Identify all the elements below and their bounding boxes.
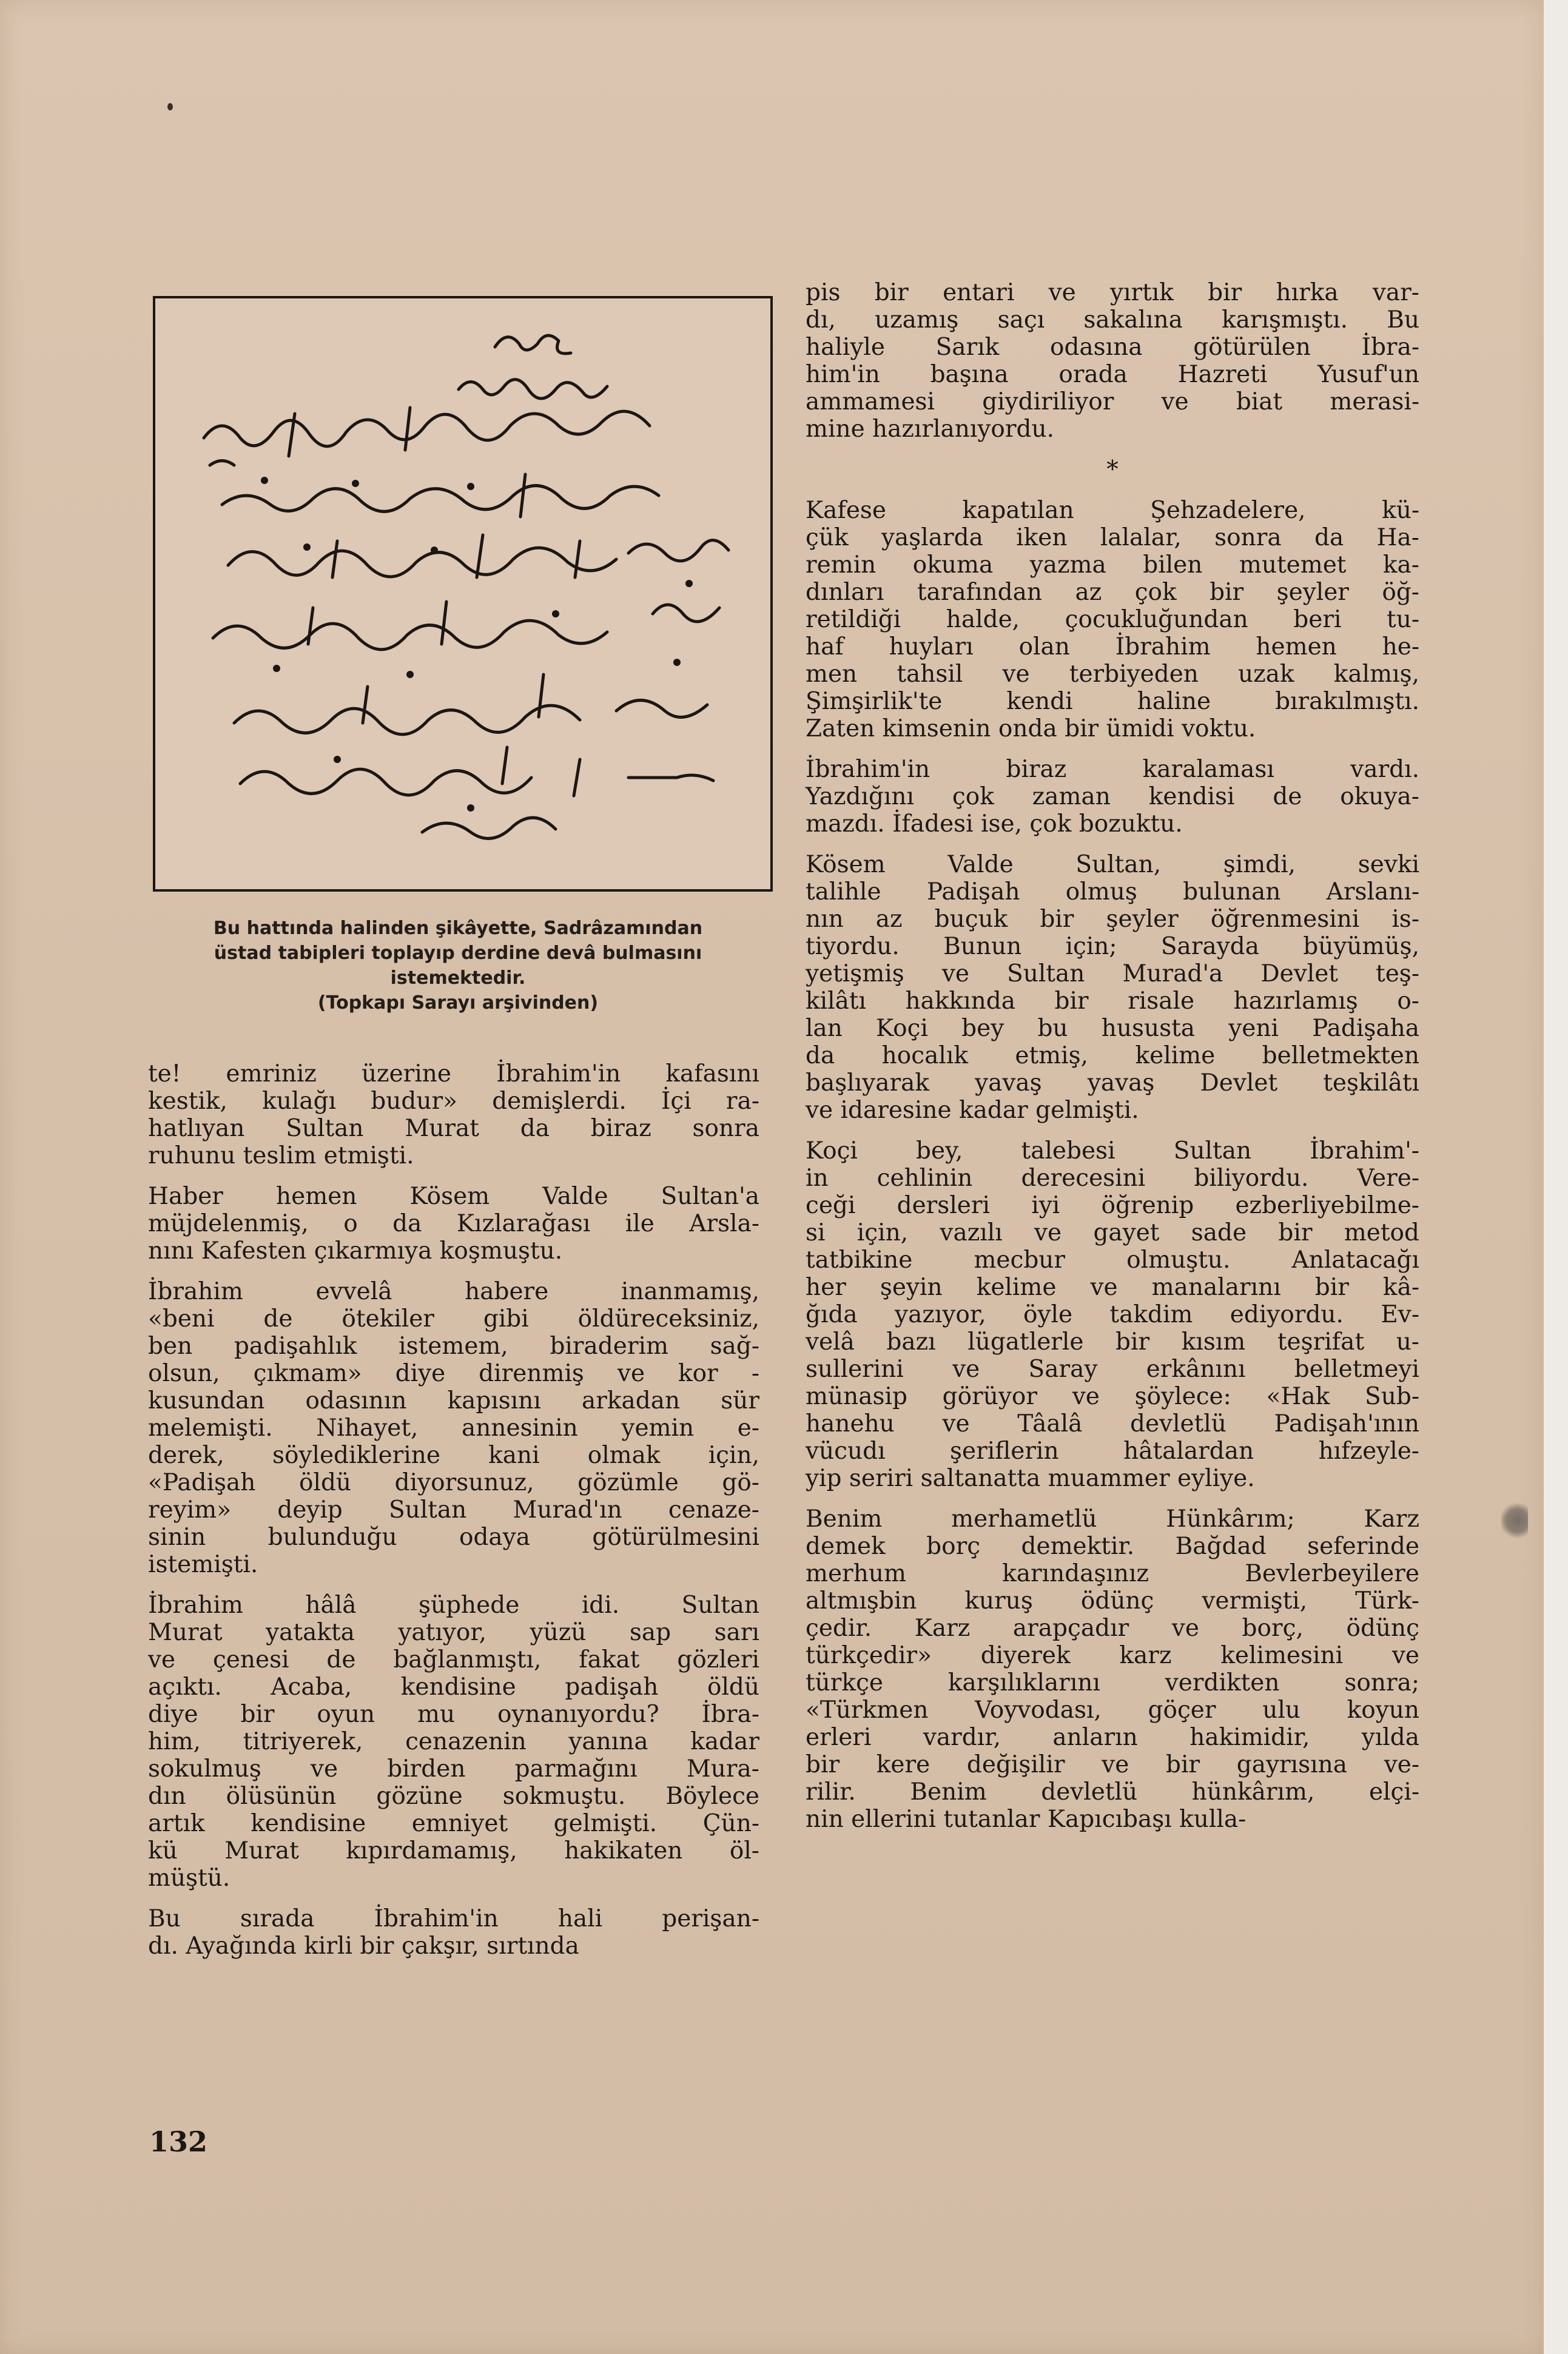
text-line: yetişmiş ve Sultan Murad'a Devlet teş- xyxy=(806,960,1419,987)
caption-line: (Topkapı Sarayı arşivinden) xyxy=(317,992,599,1014)
text-line: müştü. xyxy=(148,1865,230,1892)
paragraph-gap xyxy=(148,1169,759,1183)
text-line: türkçe karşılıklarını verdikten sonra; xyxy=(806,1669,1419,1697)
text-line: haliyle Sarık odasına götürülen İbra- xyxy=(806,334,1419,361)
text-line: istemişti. xyxy=(148,1551,258,1578)
text-line: Haber hemen Kösem Valde Sultan'a xyxy=(148,1183,759,1210)
text-line: İbrahim'in biraz karalaması vardı. xyxy=(806,756,1419,783)
ink-dot xyxy=(167,103,173,110)
paragraph-gap xyxy=(148,1265,759,1278)
text-line: «Türkmen Voyvodası, göçer ulu koyun xyxy=(806,1697,1419,1724)
paragraph-gap xyxy=(806,838,1419,851)
text-line: sokulmuş ve birden parmağını Mura- xyxy=(148,1755,759,1783)
paragraph xyxy=(806,456,1419,483)
text-line: erleri vardır, anların hakimidir, yılda xyxy=(806,1724,1419,1751)
text-line: «Padişah öldü diyorsunuz, gözümle gö- xyxy=(148,1469,759,1496)
text-line: münasip görüyor ve şöylece: «Hak Sub- xyxy=(806,1383,1419,1410)
paragraph xyxy=(148,1060,759,1169)
text-line: lan Koçi bey bu hususta yeni Padişaha xyxy=(806,1015,1419,1042)
text-line: Murat yatakta yatıyor, yüzü sap sarı xyxy=(148,1619,759,1646)
paragraph xyxy=(806,1137,1419,1492)
text-line: kilâtı hakkında bir risale hazırlamış o- xyxy=(806,987,1419,1015)
paragraph-gap xyxy=(806,1124,1419,1137)
text-line: vücudı şeriflerin hâtalardan hıfzeyle- xyxy=(806,1438,1419,1465)
text-line: ğıda yazıyor, öyle takdim ediyordu. Ev- xyxy=(806,1301,1419,1328)
text-line: açıktı. Acaba, kendisine padişah öldü xyxy=(148,1673,759,1701)
text-line: Kösem Valde Sultan, şimdi, sevki xyxy=(806,851,1419,878)
text-line: müjdelenmiş, o da Kızlarağası ile Arsla- xyxy=(148,1210,759,1237)
paragraph xyxy=(148,1592,759,1892)
text-line: Koçi bey, talebesi Sultan İbrahim'- xyxy=(806,1137,1419,1165)
text-line: him, titriyerek, cenazenin yanına kadar xyxy=(148,1728,759,1755)
text-line: * xyxy=(1106,456,1119,483)
text-line: talihle Padişah olmuş bulunan Arslanı- xyxy=(806,878,1419,906)
text-line: sullerini ve Saray erkânını belletmeyi xyxy=(806,1356,1419,1383)
page-number: 132 xyxy=(149,2125,208,2158)
caption-line: üstad tabipleri toplayıp derdine devâ bulmasını xyxy=(214,943,702,964)
left-text-column xyxy=(148,1060,759,1960)
text-line: dı, uzamış saçı sakalına karışmıştı. Bu xyxy=(806,306,1419,334)
text-line: dınları tarafından az çok bir şeyler öğ- xyxy=(806,579,1419,606)
text-line: nın az buçuk bir şeyler öğrenmesini is- xyxy=(806,906,1419,933)
paragraph xyxy=(148,1278,759,1578)
text-line: yip seriri saltanatta muammer eyliye. xyxy=(806,1465,1255,1492)
text-line: demek borç demektir. Bağdad seferinde xyxy=(806,1533,1419,1560)
paragraph-gap xyxy=(806,443,1419,456)
caption-line: Bu hattında halinden şikâyette, Sadrâzamından xyxy=(213,918,703,939)
text-line: derek, söylediklerine kani olmak için, xyxy=(148,1442,759,1469)
caption-line: istemektedir. xyxy=(390,967,526,989)
margin-smudge xyxy=(1501,1501,1528,1540)
paragraph-gap xyxy=(806,483,1419,497)
text-line: ceği dersleri iyi öğrenip ezberliyebilme- xyxy=(806,1192,1419,1219)
text-line: nin ellerini tutanlar Kapıcıbaşı kulla- xyxy=(806,1806,1247,1833)
paragraph xyxy=(806,851,1419,1124)
text-line: tatbikine mecbur olmuştu. Anlatacağı xyxy=(806,1246,1419,1274)
text-line: velâ bazı lügatlerle bir kısım teşrifat u- xyxy=(806,1328,1419,1356)
text-line: Benim merhametlü Hünkârım; Karz xyxy=(806,1505,1419,1533)
text-line: haf huyları olan İbrahim hemen he- xyxy=(806,633,1419,661)
text-line: Zaten kimsenin onda bir ümidi voktu. xyxy=(806,715,1256,742)
text-line: tiyordu. Bunun için; Sarayda büyümüş, xyxy=(806,933,1419,960)
handwritten-letter-figure xyxy=(153,296,773,892)
text-line: retildiği halde, çocukluğundan beri tu- xyxy=(806,606,1419,633)
right-text-column xyxy=(806,279,1419,1833)
text-line: Şimşirlik'te kendi haline bırakılmıştı. xyxy=(806,688,1419,715)
text-line: başlıyarak yavaş yavaş Devlet teşkilâtı xyxy=(806,1069,1419,1097)
text-line: dı. Ayağında kirli bir çakşır, sırtında xyxy=(148,1932,579,1960)
text-line: Bu sırada İbrahim'in hali perişan- xyxy=(148,1905,759,1932)
text-line: kestik, kulağı budur» demişlerdi. İçi ra- xyxy=(148,1088,759,1115)
text-line: her şeyin kelime ve manalarını bir kâ- xyxy=(806,1274,1419,1301)
paragraph-gap xyxy=(148,1892,759,1905)
ottoman-script-image xyxy=(155,298,770,889)
text-line: diye bir oyun mu oynanıyordu? İbra- xyxy=(148,1701,759,1728)
text-line: ve çenesi de bağlanmıştı, fakat gözleri xyxy=(148,1646,759,1673)
text-line: da hocalık etmiş, kelime belletmekten xyxy=(806,1042,1419,1069)
text-line: «beni de ötekiler gibi öldüreceksiniz, xyxy=(148,1305,759,1333)
text-line: kü Murat kıpırdamamış, hakikaten öl- xyxy=(148,1837,759,1865)
text-line: ruhunu teslim etmişti. xyxy=(148,1142,414,1169)
text-line: çük yaşlarda iken lalalar, sonra da Ha- xyxy=(806,524,1419,551)
text-line: merhum karındaşınız Bevlerbeyilere xyxy=(806,1560,1419,1587)
text-line: ve idaresine kadar gelmişti. xyxy=(806,1097,1139,1124)
text-line: reyim» deyip Sultan Murad'ın cenaze- xyxy=(148,1496,759,1524)
paragraph xyxy=(148,1183,759,1265)
text-line: hanehu ve Tâalâ devletlü Padişah'ının xyxy=(806,1410,1419,1438)
text-line: rilir. Benim devletlü hünkârım, elçi- xyxy=(806,1778,1419,1806)
text-line: ammamesi giydiriliyor ve biat merasi- xyxy=(806,388,1419,415)
text-line: te! emriniz üzerine İbrahim'in kafasını xyxy=(148,1060,759,1088)
text-line: remin okuma yazma bilen mutemet ka- xyxy=(806,551,1419,579)
paragraph-gap xyxy=(806,1492,1419,1505)
figure-caption xyxy=(140,916,776,1015)
paragraph xyxy=(148,1905,759,1960)
text-line: İbrahim hâlâ şüphede idi. Sultan xyxy=(148,1592,759,1619)
text-line: pis bir entari ve yırtık bir hırka var- xyxy=(806,279,1419,306)
text-line: kusundan odasının kapısını arkadan sür xyxy=(148,1387,759,1414)
text-line: men tahsil ve terbiyeden uzak kalmış, xyxy=(806,661,1419,688)
paragraph-gap xyxy=(806,742,1419,756)
paragraph xyxy=(806,497,1419,742)
text-line: nını Kafesten çıkarmıya koşmuştu. xyxy=(148,1237,563,1265)
text-line: si için, vazılı ve gayet sade bir metod xyxy=(806,1219,1419,1246)
text-line: bir kere değişilir ve bir gayrısına ve- xyxy=(806,1751,1419,1778)
paragraph xyxy=(806,756,1419,838)
paragraph-gap xyxy=(148,1578,759,1592)
text-line: altmışbin kuruş ödünç vermişti, Türk- xyxy=(806,1587,1419,1615)
text-line: in cehlinin derecesini biliyordu. Vere- xyxy=(806,1165,1419,1192)
text-line: çedir. Karz arapçadır ve borç, ödünç xyxy=(806,1615,1419,1642)
text-line: Kafese kapatılan Şehzadelere, kü- xyxy=(806,497,1419,524)
text-line: türkçedir» diyerek karz kelimesini ve xyxy=(806,1642,1419,1669)
text-line: artık kendisine emniyet gelmişti. Çün- xyxy=(148,1810,759,1837)
paragraph xyxy=(806,279,1419,443)
paragraph xyxy=(806,1505,1419,1833)
text-line: İbrahim evvelâ habere inanmamış, xyxy=(148,1278,759,1305)
text-line: mazdı. İfadesi ise, çok bozuktu. xyxy=(806,810,1183,838)
text-line: dın ölüsünün gözüne sokmuştu. Böylece xyxy=(148,1783,759,1810)
text-line: mine hazırlanıyordu. xyxy=(806,415,1055,443)
text-line: Yazdığını çok zaman kendisi de okuya- xyxy=(806,783,1419,810)
text-line: him'in başına orada Hazreti Yusuf'un xyxy=(806,361,1419,388)
text-line: olsun, çıkmam» diye direnmiş ve kor - xyxy=(148,1360,759,1387)
page-edge xyxy=(1544,0,1568,2354)
text-line: hatlıyan Sultan Murat da biraz sonra xyxy=(148,1115,759,1142)
text-line: sinin bulunduğu odaya götürülmesini xyxy=(148,1524,759,1551)
text-line: melemişti. Nihayet, annesinin yemin e- xyxy=(148,1414,759,1442)
text-line: ben padişahlık istemem, biraderim sağ- xyxy=(148,1333,759,1360)
